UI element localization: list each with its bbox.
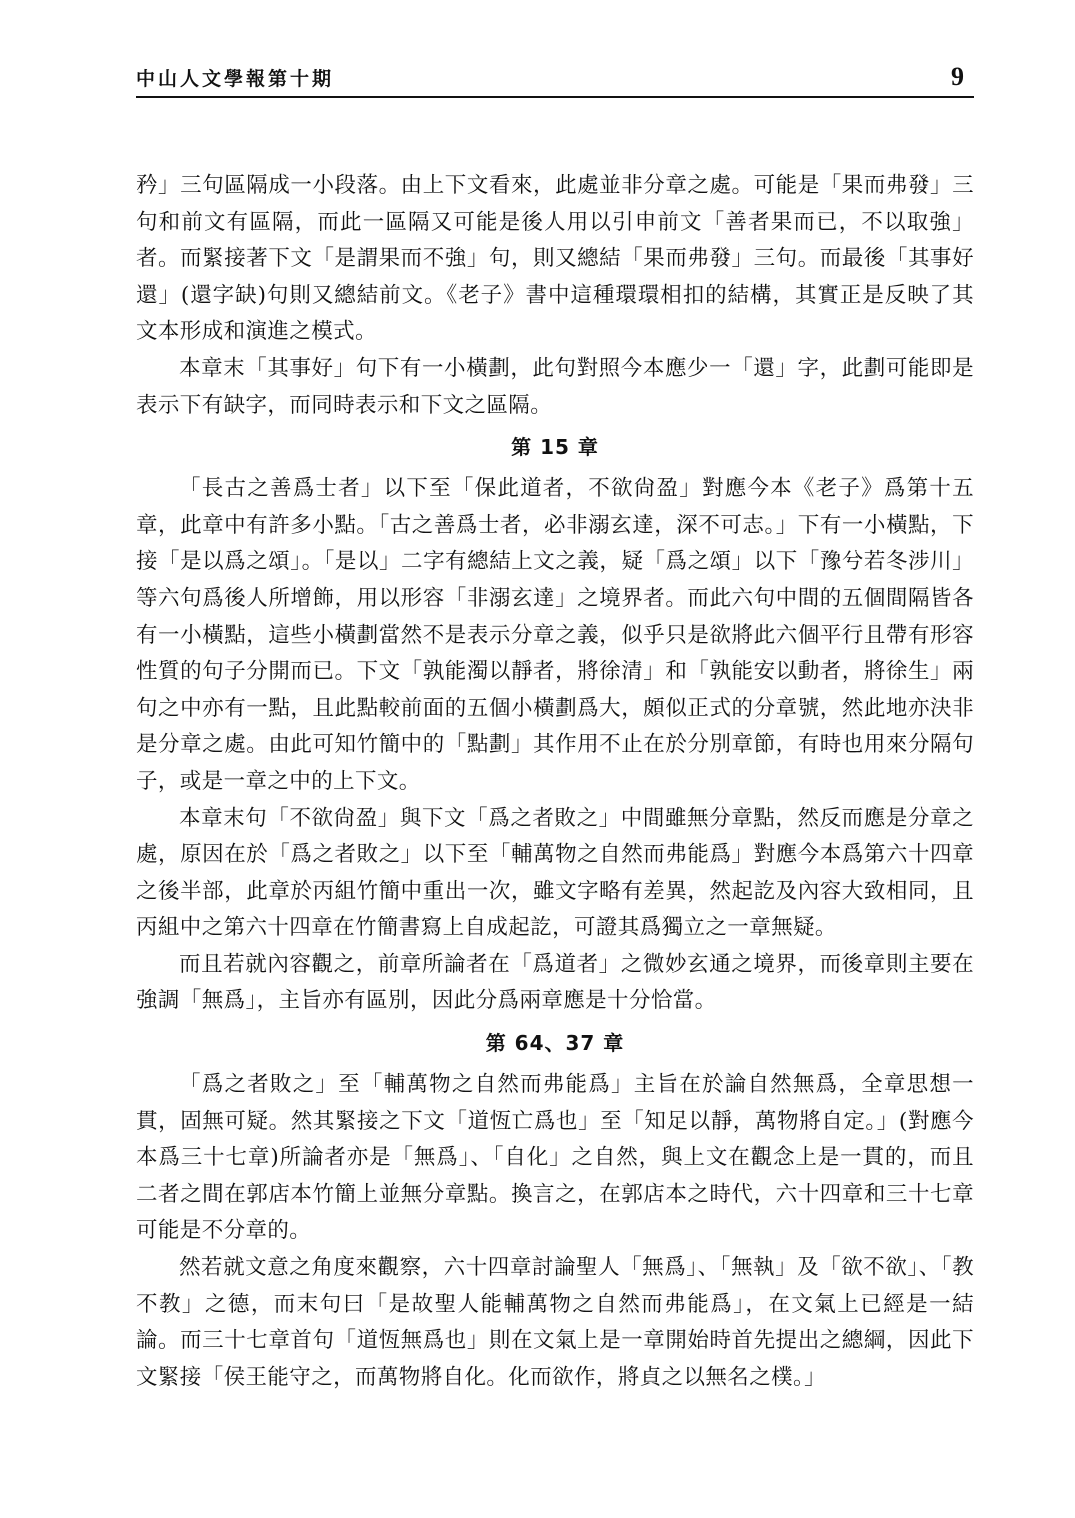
running-header	[136, 62, 974, 98]
paragraph: 「爲之者敗之」至「輔萬物之自然而弗能爲」主旨在於論自然無爲，全章思想一貫，固無可疑。然其緊接之下文「道恆亡爲也」至「知足以靜，萬物將自定。」(對應今本爲三十七章)所論者亦是「無爲」、「自化」之自然，與上文在觀念上是一貫的，而且二者之間在郭店本竹簡上並無分章點。換言之，在郭店本之時代，六十四章和三十七章可能是不分章的。	[136, 1072, 974, 1244]
paragraph: 而且若就內容觀之，前章所論者在「爲道者」之微妙玄通之境界，而後章則主要在強調「無爲」，主旨亦有區別，因此分爲兩章應是十分恰當。	[136, 951, 974, 1014]
page-number: 9	[951, 62, 964, 91]
paragraph: 「長古之善爲士者」以下至「保此道者，不欲尙盈」對應今本《老子》爲第十五章，此章中有許多小點。「古之善爲士者，必非溺玄達，深不可志。」下有一小橫點，下接「是以爲之頌」。「是以」二字有總結上文之義，疑「爲之頌」以下「豫兮若冬涉川」等六句爲後人所增飾，用以形容「非溺玄達」之境界者。而此六句中間的五個間隔皆各有一小橫點，這些小橫劃當然不是表示分章之義，似乎只是欲將此六個平行且帶有形容性質的句子分開而已。下文「孰能濁以靜者，將徐清」和「孰能安以動者，將徐生」兩句之中亦有一點，且此點較前面的五個小橫劃爲大，頗似正式的分章號，然此地亦決非是分章之處。由此可知竹簡中的「點劃」其作用不止在於分別章節，有時也用來分隔句子，或是一章之中的上下文。	[136, 476, 974, 794]
section-heading-chapter-15: 第 15 章	[511, 435, 599, 460]
paragraph: 然若就文意之角度來觀察，六十四章討論聖人「無爲」、「無執」及「欲不欲」、「教不教」之德，而末句曰「是故聖人能輔萬物之自然而弗能爲」，在文氣上已經是一結論。而三十七章首句「道恆無爲也」則在文氣上是一章開始時首先提出之總綱，因此下文緊接「侯王能守之，而萬物將自化。化而欲作，將貞之以無名之樸。」	[136, 1255, 974, 1390]
paragraph: 本章末句「不欲尙盈」與下文「爲之者敗之」中間雖無分章點，然反而應是分章之處，原因在於「爲之者敗之」以下至「輔萬物之自然而弗能爲」對應今本爲第六十四章之後半部，此章於丙組竹簡中重出一次，雖文字略有差異，然起訖及內容大致相同，且丙組中之第六十四章在竹簡書寫上自成起訖，可證其爲獨立之一章無疑。	[136, 805, 974, 941]
journal-title: 中山人文學報第十期	[136, 68, 335, 90]
paragraph-continuation: 矜」三句區隔成一小段落。由上下文看來，此處並非分章之處。可能是「果而弗發」三句和前文有區隔，而此一區隔又可能是後人用以引申前文「善者果而已，不以取強」者。而緊接著下文「是謂果而不強」句，則又總結「果而弗發」三句。而最後「其事好還」(還字缺)句則又總結前文。《老子》書中這種環環相扣的結構，其實正是反映了其文本形成和演進之模式。	[136, 173, 974, 345]
section-heading-chapter-64-37: 第 64、37 章	[485, 1031, 625, 1056]
paragraph: 本章末「其事好」句下有一小橫劃，此句對照今本應少一「還」字，此劃可能即是表示下有缺字，而同時表示和下文之區隔。	[136, 355, 974, 418]
body-text	[136, 168, 974, 1396]
